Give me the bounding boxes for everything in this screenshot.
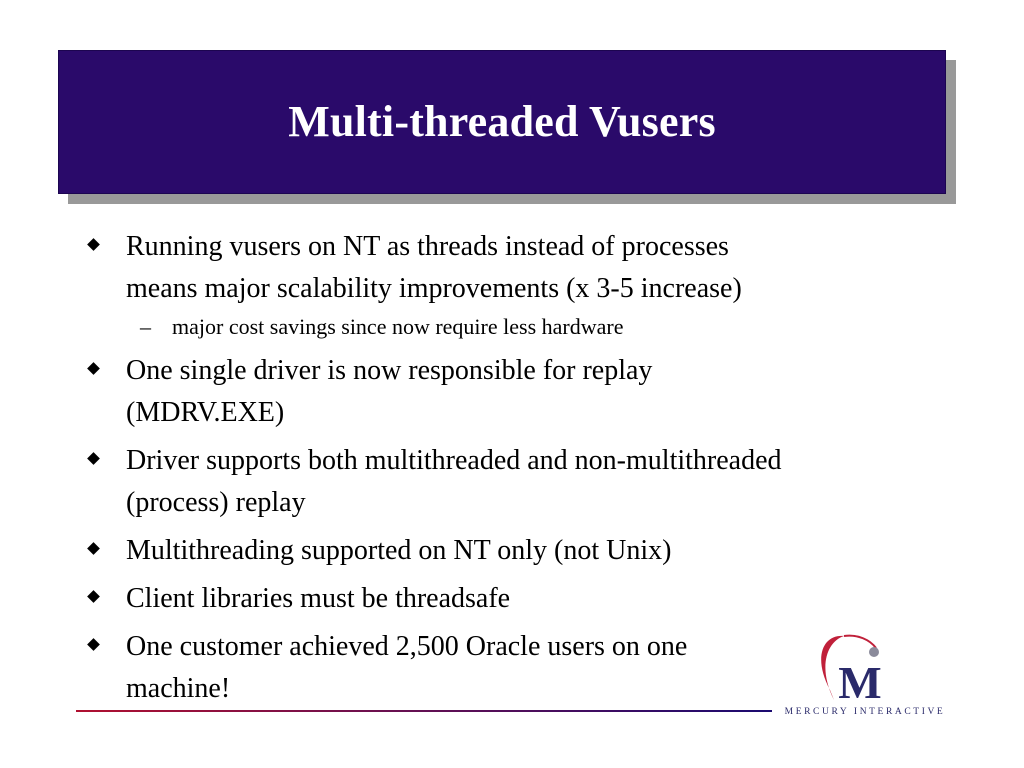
bullet-line: Client libraries must be threadsafe [126,583,511,614]
diamond-bullet-icon [87,638,100,651]
bullet-item [88,226,948,310]
bullet-item [88,530,948,572]
diamond-bullet-icon [87,542,100,555]
bullet-line: Running vusers on NT as threads instead of processes [126,231,729,262]
bullet-line: machine! [126,673,231,704]
bullet-item [88,578,948,620]
logo-monogram: M [838,657,882,708]
mercury-interactive-logo [778,628,948,724]
logo-wordmark: MERCURY INTERACTIVE [784,707,946,717]
logo-emblem-icon [778,628,948,708]
bullet-item [88,350,948,434]
diamond-bullet-icon [87,362,100,375]
sub-bullet-item [88,312,948,342]
diamond-bullet-icon [87,238,100,251]
diamond-bullet-icon [87,452,100,465]
sub-bullet-text: major cost savings since now require less hardware [172,314,624,339]
diamond-bullet-icon [87,590,100,603]
bullet-line: Multithreading supported on NT only (not Unix) [126,535,672,566]
dash-bullet-icon: – [140,314,151,339]
bullet-line: Driver supports both multithreaded and non-multithreaded [126,445,782,476]
bullet-line: means major scalability improvements (x 3-5 increase) [126,273,742,304]
bullet-line: One customer achieved 2,500 Oracle users on one [126,631,688,662]
bullet-item [88,440,948,524]
bullet-line: (MDRV.EXE) [126,397,285,428]
footer-divider [76,710,772,712]
title-banner [58,50,946,194]
bullet-line: One single driver is now responsible for replay [126,355,653,386]
bullet-line: (process) replay [126,487,306,518]
slide-title: Multi-threaded Vusers [288,96,716,146]
